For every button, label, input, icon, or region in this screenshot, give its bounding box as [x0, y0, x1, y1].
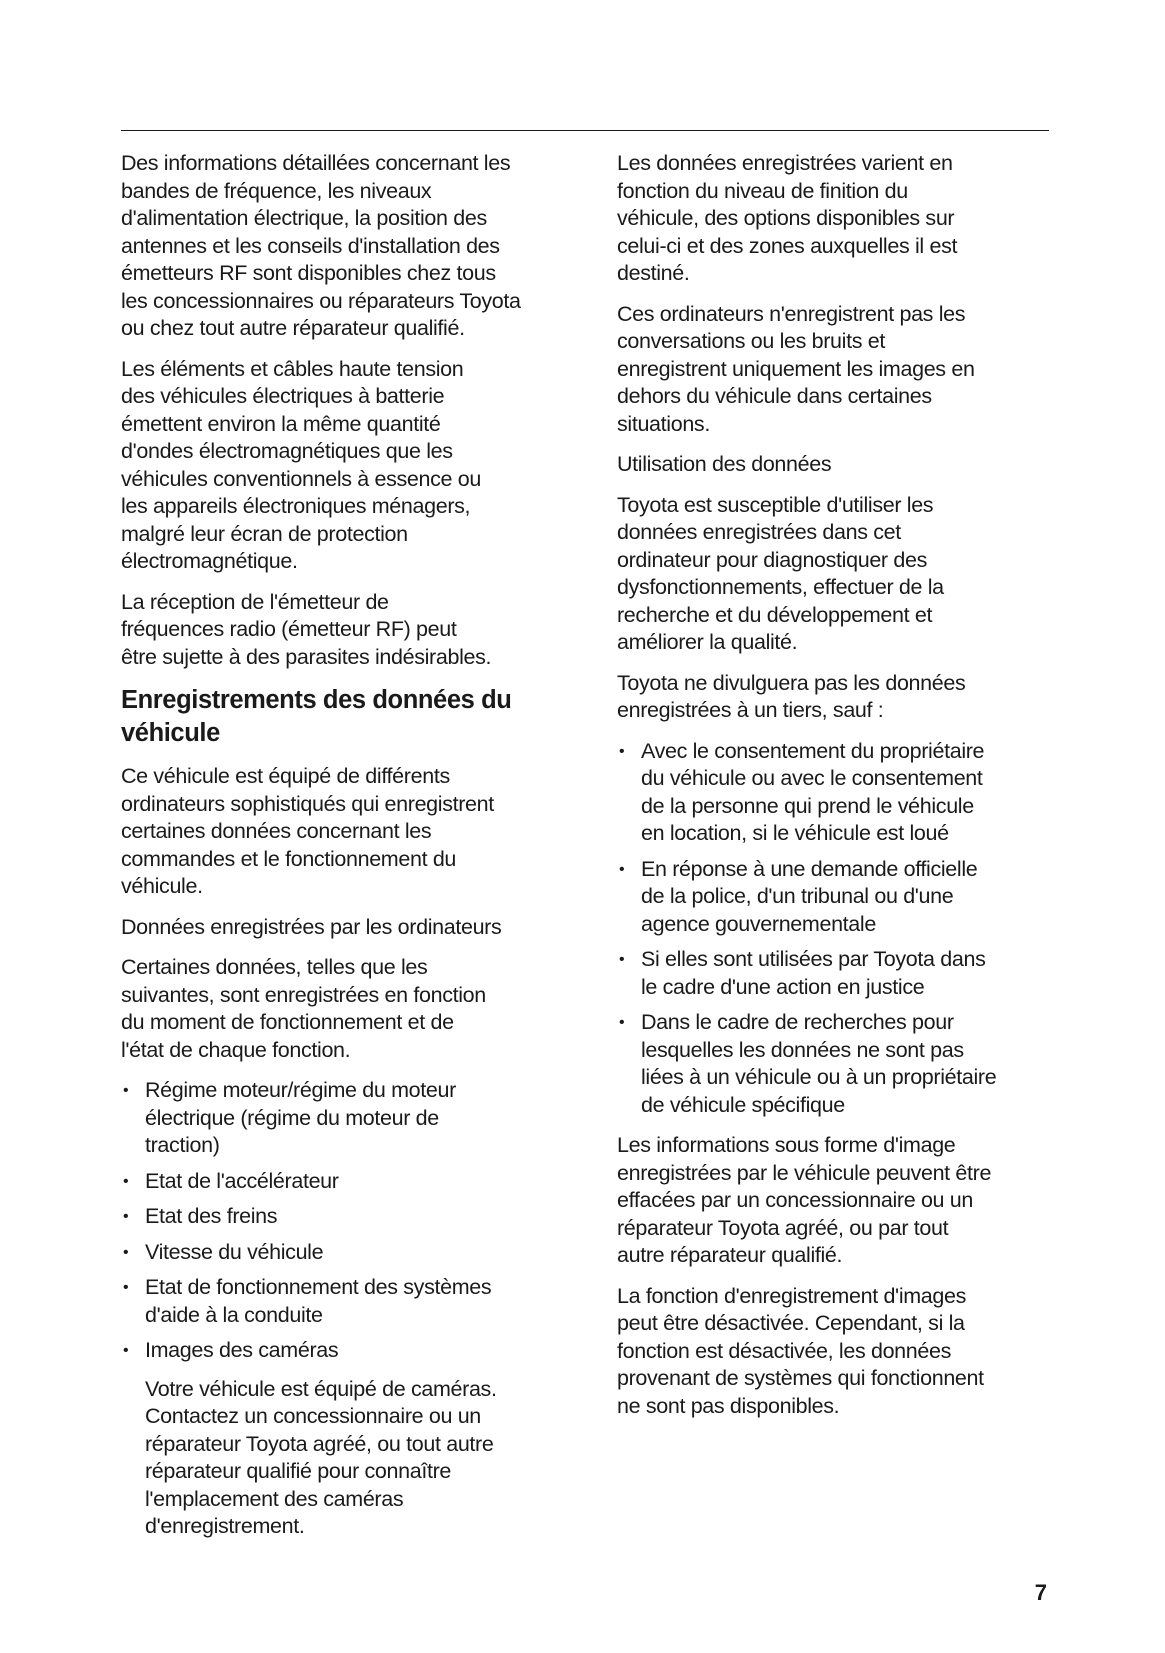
list-item: • Etat de fonctionnement des systèmes d'aide à la conduite — [121, 1274, 561, 1329]
paragraph-high-voltage: Les éléments et câbles haute tension des véhicules électriques à batterie émettent environ la même quantité d'ondes électromagnétiques que les véhicules conventionnels à essence ou les appareils électroniques ménagers, malgré leur écran de protection électromagnétique. — [121, 356, 481, 573]
paragraph-no-audio: Ces ordinateurs n'enregistrent pas les conversations ou les bruits et enregistrent uniquement les images en dehors du véhicule dans certaines situations. — [617, 301, 975, 436]
list-item: • Vitesse du véhicule — [121, 1239, 561, 1267]
top-divider — [121, 130, 1049, 131]
left-column — [121, 150, 561, 1541]
section-heading: Enregistrements des données du véhicule — [121, 686, 512, 747]
page-number: 7 — [1034, 1580, 1047, 1605]
list-item: • Images des caméras — [121, 1337, 561, 1365]
list-item: • Etat des freins — [121, 1203, 561, 1231]
recorded-data-list — [121, 1077, 561, 1365]
disclosure-exceptions-list — [617, 738, 1057, 1120]
paragraph-image-erase: Les informations sous forme d'image enregistrées par le véhicule peuvent être effacées par un concessionnaire ou un réparateur Toyota agréé, ou par tout autre réparateur qualifié. — [617, 1133, 992, 1267]
paragraph-recorded-data-title: Données enregistrées par les ordinateurs — [121, 914, 502, 939]
paragraph-data-usage: Toyota est susceptible d'utiliser les données enregistrées dans cet ordinateur pour diagnostiquer des dysfonctionnements, effectuer de la recherche et du développement et améliorer la qualité. — [617, 492, 944, 654]
list-item: • Avec le consentement du propriétaire du véhicule ou avec le consentement de la personne qui prend le véhicule en location, si le véhicule est loué — [617, 738, 1057, 848]
paragraph-disclosure: Toyota ne divulguera pas les données enregistrées à un tiers, sauf : — [617, 670, 966, 722]
list-item: • Régime moteur/régime du moteur électrique (régime du moteur de traction) — [121, 1077, 561, 1160]
paragraph-image-disable: La fonction d'enregistrement d'images peut être désactivée. Cependant, si la fonction est désactivée, les données provenant de systèmes qui fonctionnent ne sont pas disponibles. — [617, 1283, 984, 1418]
paragraph-rf-interference: La réception de l'émetteur de fréquences radio (émetteur RF) peut être sujette à des parasites indésirables. — [121, 589, 492, 669]
list-item: • Si elles sont utilisées par Toyota dans le cadre d'une action en justice — [617, 946, 1057, 1001]
paragraph-computers: Ce véhicule est équipé de différents ordinateurs sophistiqués qui enregistrent certaines données concernant les commandes et le fonctionnement du véhicule. — [121, 764, 494, 898]
paragraph-data-usage-title: Utilisation des données — [617, 452, 832, 476]
paragraph-rf-info: Des informations détaillées concernant les bandes de fréquence, les niveaux d'alimentation électrique, la position des antennes et les conseils d'installation des émetteurs RF sont disponibles chez tous les concessionnaires ou réparateurs Toyota ou chez tout autre réparateur qualifié. — [121, 151, 521, 340]
right-column — [617, 150, 1057, 1433]
paragraph-recorded-data-intro: Certaines données, telles que les suivantes, sont enregistrées en fonction du moment de fonctionnement et de l'état de chaque fonction. — [121, 955, 486, 1062]
list-item: • Etat de l'accélérateur — [121, 1168, 561, 1196]
list-item: • En réponse à une demande officielle de la police, d'un tribunal ou d'une agence gouvernementale — [617, 856, 1057, 939]
paragraph-cameras-detail: Votre véhicule est équipé de caméras. Contactez un concessionnaire ou un réparateur Toyota agréé, ou tout autre réparateur qualifié pour connaître l'emplacement des caméras d'enregistrement. — [145, 1376, 497, 1538]
list-item: • Dans le cadre de recherches pour lesquelles les données ne sont pas liées à un véhicule ou à un propriétaire de véhicule spécifique — [617, 1009, 1057, 1119]
paragraph-data-varies: Les données enregistrées varient en fonction du niveau de finition du véhicule, des options disponibles sur celui-ci et des zones auxquelles il est destiné. — [617, 151, 958, 285]
